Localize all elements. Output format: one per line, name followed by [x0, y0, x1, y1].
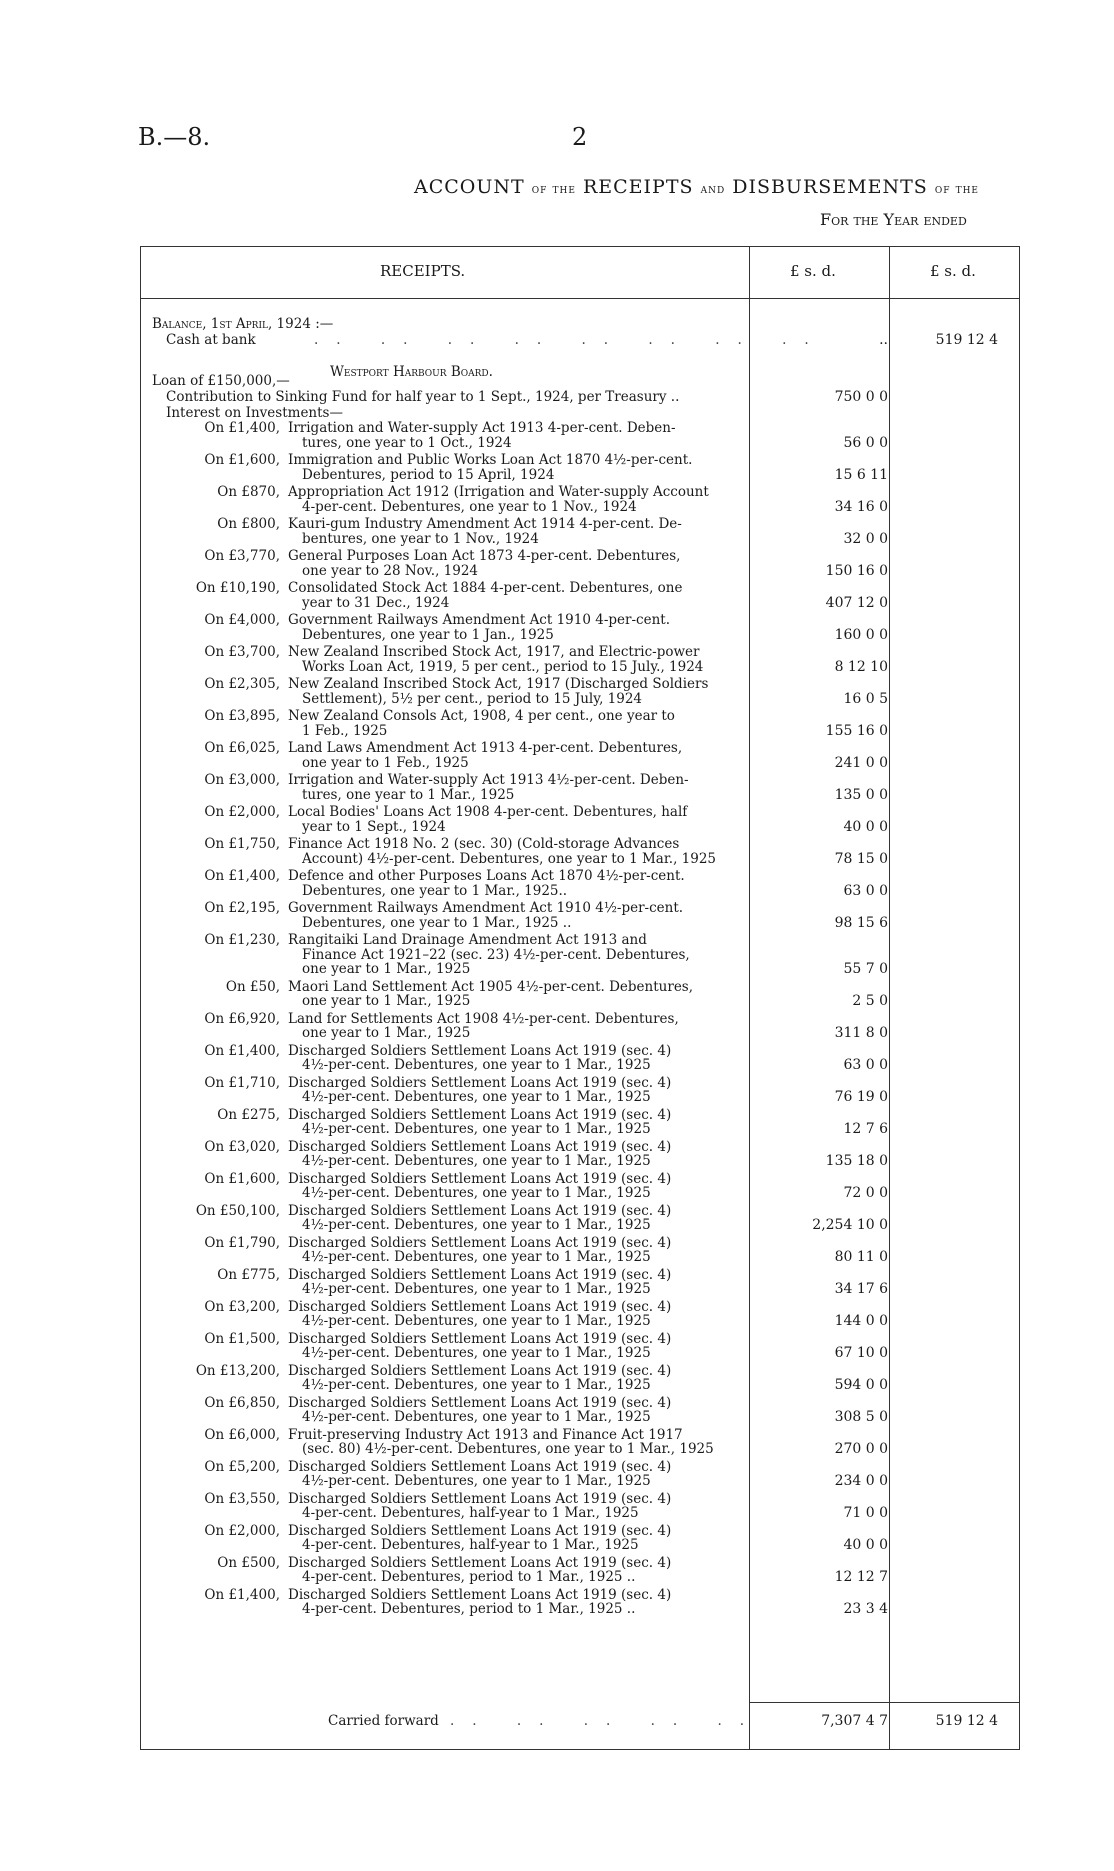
investment-description	[288, 1044, 768, 1073]
investment-line: tures, one year to 1 Mar., 1925	[302, 786, 515, 803]
investment-amount: 241 0 0	[834, 754, 888, 771]
investment-amount: 56 0 0	[843, 434, 888, 451]
investment-line: one year to 1 Feb., 1925	[302, 754, 469, 771]
investment-amount: 12 7 6	[843, 1121, 888, 1137]
investment-line: Discharged Soldiers Settlement Loans Act 1919 (sec. 4)	[288, 1458, 672, 1475]
investment-line: Discharged Soldiers Settlement Loans Act 1919 (sec. 4)	[288, 1234, 672, 1251]
investment-label: On £2,305,	[204, 676, 280, 692]
table-bottom-rule	[140, 1749, 1020, 1750]
investment-description	[288, 1172, 768, 1201]
investment-line: Discharged Soldiers Settlement Loans Act 1919 (sec. 4)	[288, 1586, 672, 1603]
investment-line: 4½-per-cent. Debentures, one year to 1 Mar., 1925	[302, 1473, 651, 1489]
investment-line: Appropriation Act 1912 (Irrigation and Water-supply Account	[288, 484, 709, 500]
investment-label: On £13,200,	[195, 1362, 280, 1379]
investment-description	[288, 1300, 768, 1329]
investment-description	[288, 805, 768, 834]
investment-line: Discharged Soldiers Settlement Loans Act 1919 (sec. 4)	[288, 1106, 672, 1123]
investment-amount: 15 6 11	[834, 466, 888, 483]
investment-amount: 407 12 0	[825, 594, 888, 611]
investment-line: Discharged Soldiers Settlement Loans Act 1919 (sec. 4)	[288, 1074, 672, 1091]
investment-line: 4½-per-cent. Debentures, one year to 1 Mar., 1925	[302, 1281, 651, 1297]
investment-line: Immigration and Public Works Loan Act 1870 4½-per-cent.	[288, 452, 693, 468]
investment-line: Discharged Soldiers Settlement Loans Act 1919 (sec. 4)	[288, 1522, 672, 1539]
investment-label: On £2,000,	[204, 1522, 280, 1539]
carried-forward-col1: 7,307 4 7	[821, 1713, 888, 1729]
investment-description	[288, 453, 768, 482]
investment-line: Rangitaiki Land Drainage Amendment Act 1913 and	[288, 932, 647, 948]
investment-amount: 55 7 0	[843, 961, 888, 977]
investment-description	[288, 1108, 768, 1137]
investment-line: 4-per-cent. Debentures, half-year to 1 Mar., 1925	[302, 1537, 639, 1553]
investment-description	[288, 1268, 768, 1297]
investment-description	[288, 1524, 768, 1553]
investment-line: Discharged Soldiers Settlement Loans Act 1919 (sec. 4)	[288, 1394, 672, 1411]
investment-line: one year to 1 Mar., 1925	[302, 993, 471, 1009]
investment-amount: 270 0 0	[834, 1441, 888, 1457]
investment-label: On £6,000,	[204, 1426, 280, 1443]
investment-label: On £1,790,	[204, 1234, 280, 1251]
investment-label: On £3,200,	[204, 1298, 280, 1315]
investment-line: 1 Feb., 1925	[302, 722, 388, 739]
investment-description	[288, 485, 768, 514]
investment-line: Discharged Soldiers Settlement Loans Act 1919 (sec. 4)	[288, 1170, 672, 1187]
investment-line: Discharged Soldiers Settlement Loans Act 1919 (sec. 4)	[288, 1298, 672, 1315]
investment-description	[288, 1428, 768, 1457]
investment-amount: 40 0 0	[843, 1537, 888, 1553]
investment-description	[288, 1396, 768, 1425]
contribution-amount: 750 0 0	[834, 389, 888, 405]
investment-label: On £2,000,	[204, 804, 280, 820]
investment-label: On £500,	[217, 1554, 280, 1571]
investment-line: 4-per-cent. Debentures, period to 1 Mar., 1925 ..	[302, 1601, 636, 1617]
investment-line: Defence and other Purposes Loans Act 1870 4½-per-cent.	[288, 868, 685, 884]
investment-label: On £6,920,	[204, 1010, 280, 1027]
investment-amount: 80 11 0	[834, 1249, 888, 1265]
investment-line: Irrigation and Water-supply Act 1913 4½-per-cent. Deben-	[288, 772, 689, 788]
investment-description	[288, 741, 768, 770]
investment-line: 4½-per-cent. Debentures, one year to 1 Mar., 1925	[302, 1249, 651, 1265]
investment-line: 4½-per-cent. Debentures, one year to 1 Mar., 1925	[302, 1217, 651, 1233]
investment-description	[288, 1236, 768, 1265]
column-rule-2	[889, 246, 890, 1750]
investment-line: 4½-per-cent. Debentures, one year to 1 Mar., 1925	[302, 1121, 651, 1137]
investment-line: Consolidated Stock Act 1884 4-per-cent. Debentures, one	[288, 580, 683, 596]
investment-line: one year to 28 Nov., 1924	[302, 562, 479, 579]
investment-label: On £10,190,	[195, 580, 280, 596]
investment-line: 4½-per-cent. Debentures, one year to 1 Mar., 1925	[302, 1185, 651, 1201]
account-subtitle: For the Year ended	[820, 210, 967, 229]
investment-amount: 32 0 0	[843, 530, 888, 547]
investment-description	[288, 581, 768, 610]
investment-line: 4½-per-cent. Debentures, one year to 1 Mar., 1925	[302, 1345, 651, 1361]
investment-line: Discharged Soldiers Settlement Loans Act 1919 (sec. 4)	[288, 1490, 672, 1507]
loan-label: Loan of £150,000,—	[152, 373, 290, 389]
contribution-text: Contribution to Sinking Fund for half year to 1 Sept., 1924, per Treasury ..	[166, 389, 680, 405]
investment-label: On £50,	[225, 978, 280, 995]
investment-line: Debentures, one year to 1 Mar., 1925..	[302, 882, 568, 899]
investment-line: (sec. 80) 4½-per-cent. Debentures, one year to 1 Mar., 1925	[302, 1441, 714, 1457]
investment-line: Discharged Soldiers Settlement Loans Act 1919 (sec. 4)	[288, 1202, 672, 1219]
investment-line: Works Loan Act, 1919, 5 per cent., period to 15 July., 1924	[302, 658, 704, 675]
investment-amount: 67 10 0	[834, 1345, 888, 1361]
table-left-rule	[140, 246, 141, 1750]
receipts-table	[140, 246, 1020, 1750]
investment-description	[288, 837, 768, 866]
investment-description	[288, 933, 768, 977]
investment-amount: 160 0 0	[834, 626, 888, 643]
investment-label: On £870,	[217, 484, 280, 500]
investment-line: General Purposes Loan Act 1873 4-per-cent. Debentures,	[288, 548, 681, 564]
investment-label: On £1,400,	[204, 1042, 280, 1059]
investment-label: On £3,550,	[204, 1490, 280, 1507]
investment-amount: 144 0 0	[834, 1313, 888, 1329]
investment-amount: 40 0 0	[843, 818, 888, 835]
investment-amount: 78 15 0	[834, 850, 888, 867]
title-receipts: RECEIPTS	[582, 176, 694, 198]
investment-line: Government Railways Amendment Act 1910 4-per-cent.	[288, 612, 670, 628]
investment-label: On £1,750,	[204, 836, 280, 852]
investment-line: Fruit-preserving Industry Act 1913 and Finance Act 1917	[288, 1426, 683, 1443]
col2-heading: £ s. d.	[930, 262, 976, 280]
investment-description	[288, 421, 768, 450]
page-number: 2	[572, 123, 588, 151]
investment-description	[288, 1140, 768, 1169]
investment-line: 4-per-cent. Debentures, one year to 1 Nov., 1924	[302, 498, 637, 515]
carried-forward-col2: 519 12 4	[935, 1713, 998, 1729]
investment-amount: 12 12 7	[834, 1569, 888, 1585]
investment-description	[288, 645, 768, 674]
investment-line: Discharged Soldiers Settlement Loans Act 1919 (sec. 4)	[288, 1330, 672, 1347]
investment-line: Debentures, one year to 1 Mar., 1925 ..	[302, 914, 572, 931]
investment-description	[288, 709, 768, 738]
investment-amount: 594 0 0	[834, 1377, 888, 1393]
investment-label: On £800,	[217, 516, 280, 532]
investment-line: Settlement), 5½ per cent., period to 15 July, 1924	[302, 690, 643, 707]
receipts-heading: RECEIPTS.	[380, 262, 466, 280]
title-account: ACCOUNT	[414, 176, 525, 198]
investment-label: On £1,600,	[204, 1170, 280, 1187]
investment-amount: 311 8 0	[834, 1025, 888, 1041]
investment-line: New Zealand Inscribed Stock Act, 1917, and Electric-power	[288, 644, 700, 660]
investment-description	[288, 1460, 768, 1489]
investment-line: one year to 1 Mar., 1925	[302, 1025, 471, 1041]
investment-label: On £1,500,	[204, 1330, 280, 1347]
investment-amount: 308 5 0	[834, 1409, 888, 1425]
investment-line: 4½-per-cent. Debentures, one year to 1 Mar., 1925	[302, 1057, 651, 1073]
investment-description	[288, 1588, 768, 1617]
investment-amount: 98 15 6	[834, 914, 888, 931]
investment-label: On £6,025,	[204, 740, 280, 756]
investment-amount: 34 16 0	[834, 498, 888, 515]
cash-amount: 519 12 4	[935, 332, 998, 348]
investment-line: Discharged Soldiers Settlement Loans Act 1919 (sec. 4)	[288, 1138, 672, 1155]
investment-amount: 155 16 0	[825, 722, 888, 739]
investment-description	[288, 773, 768, 802]
investment-label: On £1,400,	[204, 420, 280, 436]
investment-amount: 234 0 0	[834, 1473, 888, 1489]
investment-line: Land for Settlements Act 1908 4½-per-cent. Debentures,	[288, 1010, 679, 1027]
investment-line: Government Railways Amendment Act 1910 4½-per-cent.	[288, 900, 684, 916]
cash-label: Cash at bank	[166, 332, 256, 348]
investment-amount: 63 0 0	[843, 882, 888, 899]
investment-line: 4½-per-cent. Debentures, one year to 1 Mar., 1925	[302, 1313, 651, 1329]
investment-amount: 150 16 0	[825, 562, 888, 579]
investment-amount: 16 0 5	[843, 690, 888, 707]
investment-description	[288, 1076, 768, 1105]
investment-line: Finance Act 1918 No. 2 (sec. 30) (Cold-storage Advances	[288, 836, 680, 852]
investment-label: On £3,020,	[204, 1138, 280, 1155]
investment-description	[288, 1332, 768, 1361]
interest-label: Interest on Investments—	[166, 405, 343, 421]
investment-amount: 8 12 10	[834, 658, 888, 675]
investment-amount: 76 19 0	[834, 1089, 888, 1105]
investment-amount: 71 0 0	[843, 1505, 888, 1521]
investment-line: Account) 4½-per-cent. Debentures, one year to 1 Mar., 1925	[302, 850, 717, 867]
investment-amount: 135 0 0	[834, 786, 888, 803]
investment-line: year to 1 Sept., 1924	[302, 818, 446, 835]
investment-label: On £775,	[217, 1266, 280, 1283]
title-disbursements: DISBURSEMENTS	[732, 176, 928, 198]
investment-line: Land Laws Amendment Act 1913 4-per-cent. Debentures,	[288, 740, 683, 756]
investment-amount: 63 0 0	[843, 1057, 888, 1073]
investment-line: Debentures, one year to 1 Jan., 1925	[302, 626, 554, 643]
page-code: B.—8.	[138, 123, 211, 151]
investment-amount: 34 17 6	[834, 1281, 888, 1297]
investment-line: 4-per-cent. Debentures, half-year to 1 Mar., 1925	[302, 1505, 639, 1521]
cash-col1: ..	[879, 332, 888, 348]
table-top-rule	[140, 246, 1020, 247]
investment-label: On £1,400,	[204, 1586, 280, 1603]
investment-line: one year to 1 Mar., 1925	[302, 961, 471, 977]
investment-line: 4½-per-cent. Debentures, one year to 1 Mar., 1925	[302, 1377, 651, 1393]
investment-label: On £4,000,	[204, 612, 280, 628]
title-and: and	[700, 182, 726, 197]
investment-description	[288, 1364, 768, 1393]
section-heading: Westport Harbour Board.	[330, 364, 493, 380]
investment-description	[288, 1012, 768, 1041]
investment-amount: 2 5 0	[852, 993, 888, 1009]
investment-line: Maori Land Settlement Act 1905 4½-per-cent. Debentures,	[288, 978, 694, 995]
account-title	[414, 176, 979, 198]
investment-line: New Zealand Inscribed Stock Act, 1917 (Discharged Soldiers	[288, 676, 709, 692]
total-rule	[749, 1702, 1020, 1703]
investment-line: Kauri-gum Industry Amendment Act 1914 4-per-cent. De-	[288, 516, 682, 532]
investment-line: Discharged Soldiers Settlement Loans Act 1919 (sec. 4)	[288, 1362, 672, 1379]
investment-description	[288, 613, 768, 642]
investment-label: On £3,770,	[204, 548, 280, 564]
investment-line: 4½-per-cent. Debentures, one year to 1 Mar., 1925	[302, 1153, 651, 1169]
investment-label: On £6,850,	[204, 1394, 280, 1411]
col1-heading: £ s. d.	[790, 262, 836, 280]
investment-label: On £1,710,	[204, 1074, 280, 1091]
balance-label: Balance, 1st April, 1924 :—	[152, 316, 334, 332]
investment-label: On £3,700,	[204, 644, 280, 660]
investment-line: 4½-per-cent. Debentures, one year to 1 Mar., 1925	[302, 1089, 651, 1105]
investment-amount: 2,254 10 0	[812, 1217, 888, 1233]
header-rule	[140, 298, 1020, 299]
investment-amount: 72 0 0	[843, 1185, 888, 1201]
investment-amount: 135 18 0	[825, 1153, 888, 1169]
investment-label: On £1,230,	[204, 932, 280, 948]
investment-line: bentures, one year to 1 Nov., 1924	[302, 530, 539, 547]
investment-description	[288, 1556, 768, 1585]
carried-forward-label: Carried forward	[328, 1713, 439, 1729]
investment-label: On £275,	[217, 1106, 280, 1123]
investment-description	[288, 549, 768, 578]
investment-line: Discharged Soldiers Settlement Loans Act 1919 (sec. 4)	[288, 1266, 672, 1283]
investment-amount: 23 3 4	[843, 1601, 888, 1617]
investment-line: Irrigation and Water-supply Act 1913 4-per-cent. Deben-	[288, 420, 676, 436]
investment-description	[288, 1204, 768, 1233]
investment-line: Debentures, period to 15 April, 1924	[302, 466, 555, 483]
investment-line: Discharged Soldiers Settlement Loans Act 1919 (sec. 4)	[288, 1554, 672, 1571]
investment-description	[288, 677, 768, 706]
investment-label: On £1,600,	[204, 452, 280, 468]
investment-description	[288, 980, 768, 1009]
investment-line: New Zealand Consols Act, 1908, 4 per cent., one year to	[288, 708, 675, 724]
investment-line: 4-per-cent. Debentures, period to 1 Mar., 1925 ..	[302, 1569, 636, 1585]
title-of-the: of the	[934, 182, 980, 197]
investment-description	[288, 517, 768, 546]
investment-label: On £3,000,	[204, 772, 280, 788]
investment-line: Discharged Soldiers Settlement Loans Act 1919 (sec. 4)	[288, 1042, 672, 1059]
investment-label: On £1,400,	[204, 868, 280, 884]
investment-line: 4½-per-cent. Debentures, one year to 1 Mar., 1925	[302, 1409, 651, 1425]
investment-line: tures, one year to 1 Oct., 1924	[302, 434, 512, 451]
leader-dots: .. .. .. .. ..	[450, 1713, 763, 1729]
investment-description	[288, 1492, 768, 1521]
investment-label: On £50,100,	[195, 1202, 280, 1219]
title-of: of the	[531, 182, 576, 197]
leader-dots: .. .. .. .. .. .. .. ..	[314, 332, 827, 348]
investment-line: Finance Act 1921–22 (sec. 23) 4½-per-cent. Debentures,	[302, 946, 690, 963]
investment-line: Local Bodies' Loans Act 1908 4-per-cent. Debentures, half	[288, 804, 688, 820]
investment-description	[288, 901, 768, 930]
table-right-rule	[1019, 246, 1020, 1750]
investment-description	[288, 869, 768, 898]
investment-line: year to 31 Dec., 1924	[302, 594, 450, 611]
investment-label: On £2,195,	[204, 900, 280, 916]
investment-label: On £5,200,	[204, 1458, 280, 1475]
investment-label: On £3,895,	[204, 708, 280, 724]
